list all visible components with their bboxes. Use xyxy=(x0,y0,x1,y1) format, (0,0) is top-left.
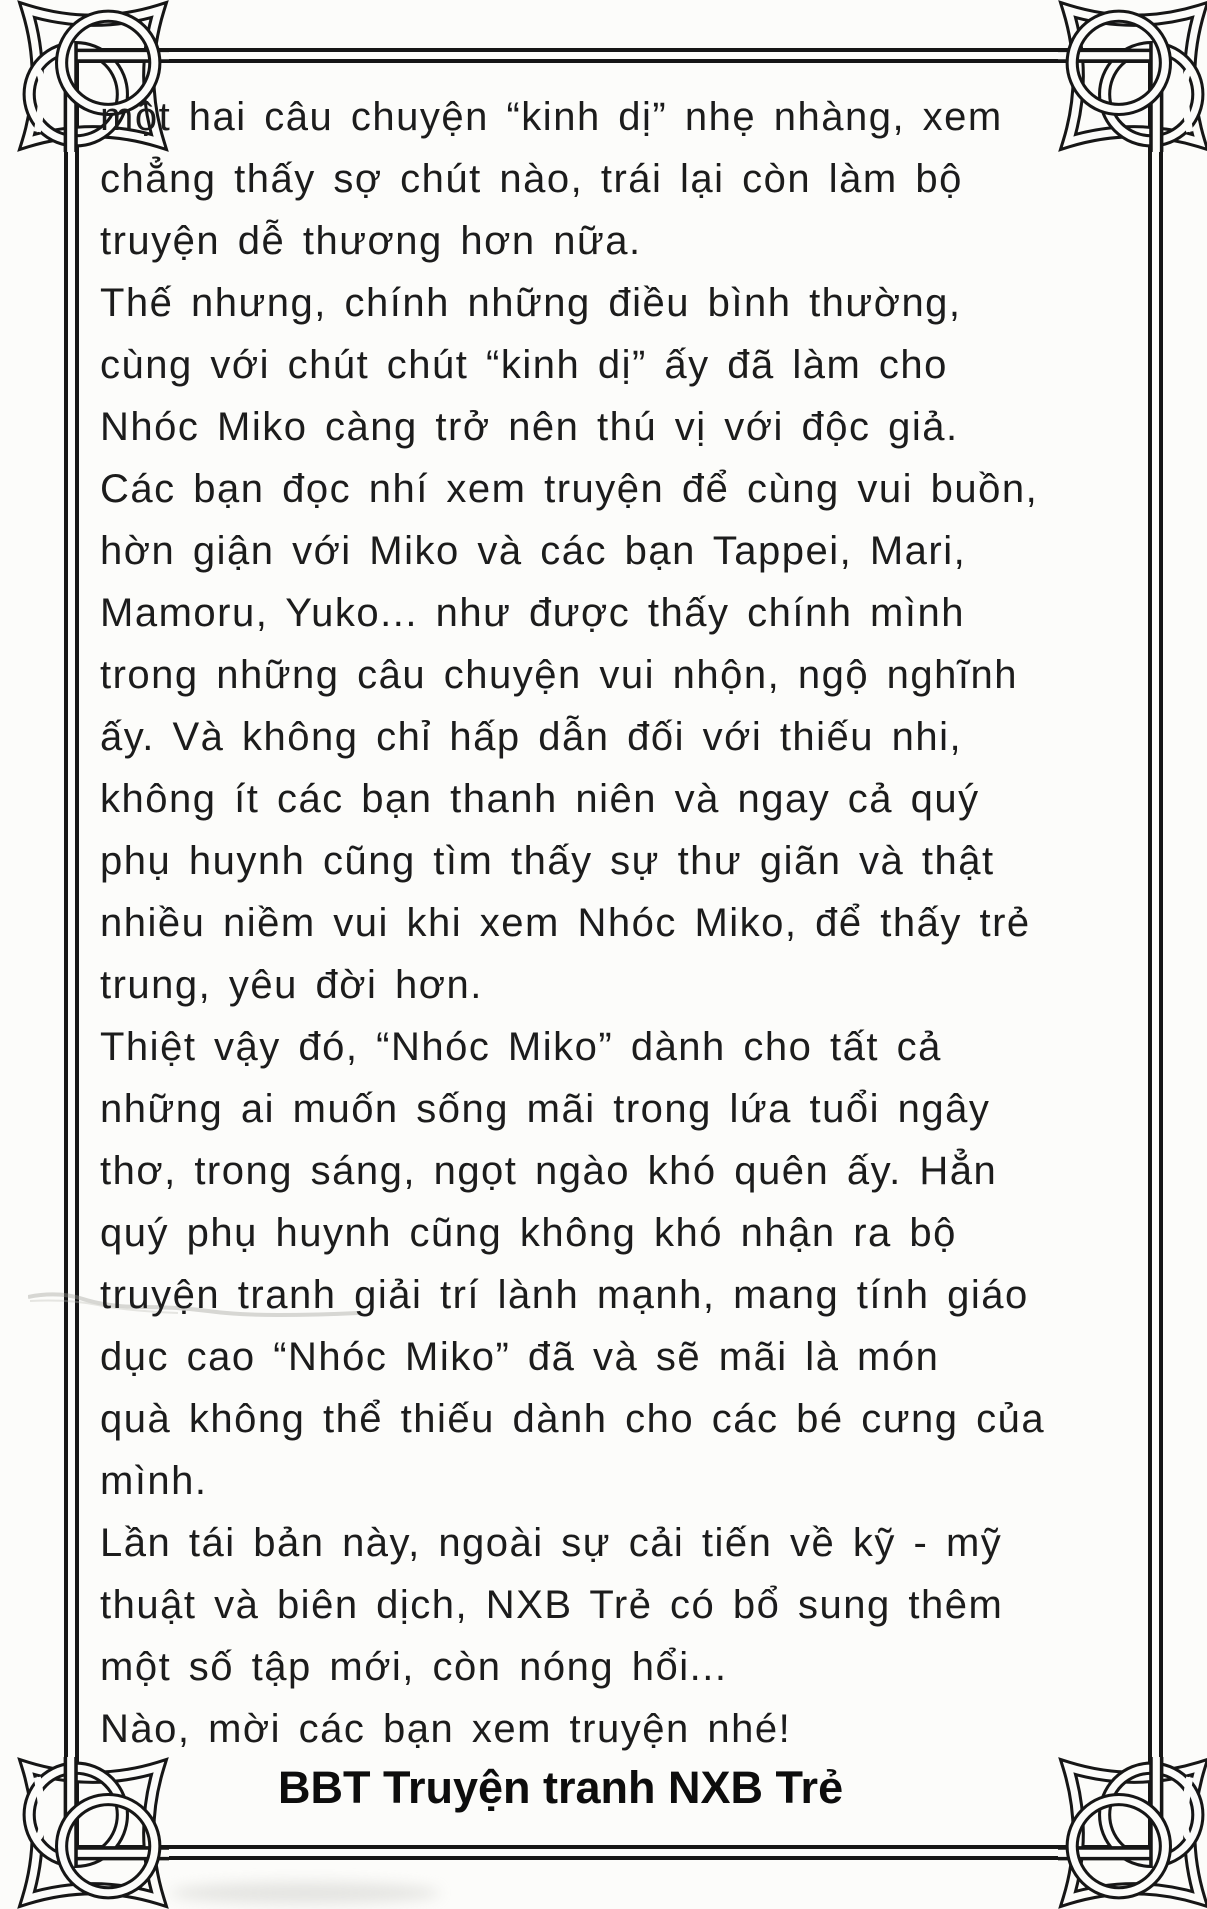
text-line: ấy. Và không chỉ hấp dẫn đối với thiếu nhi, xyxy=(100,715,963,759)
text-line: những ai muốn sống mãi trong lứa tuổi ngây xyxy=(100,1087,991,1131)
text-line: chẳng thấy sợ chút nào, trái lại còn làm bộ xyxy=(100,157,963,201)
text-line: một số tập mới, còn nóng hổi... xyxy=(100,1645,728,1689)
text-line: cùng với chút chút “kinh dị” ấy đã làm cho xyxy=(100,343,948,387)
text-line: Nhóc Miko càng trở nên thú vị với độc giả. xyxy=(100,405,959,449)
text-line: Thiệt vậy đó, “Nhóc Miko” dành cho tất cả xyxy=(100,1025,942,1069)
text-line: truyện tranh giải trí lành mạnh, mang tính giáo xyxy=(100,1273,1029,1317)
text-line: thuật và biên dịch, NXB Trẻ có bổ sung thêm xyxy=(100,1583,1004,1627)
border-bottom-rule xyxy=(70,1845,1156,1860)
text-line: Các bạn đọc nhí xem truyện để cùng vui buồn, xyxy=(100,467,1039,511)
text-line: Lần tái bản này, ngoài sự cải tiến về kỹ - mỹ xyxy=(100,1521,1003,1565)
signature-line: BBT Truyện tranh NXB Trẻ xyxy=(278,1762,844,1813)
scan-smudge-artifact xyxy=(170,1882,440,1904)
text-line: nhiều niềm vui khi xem Nhóc Miko, để thấy trẻ xyxy=(100,901,1031,945)
text-line: trung, yêu đời hơn. xyxy=(100,963,483,1007)
text-line: không ít các bạn thanh niên và ngay cả quý xyxy=(100,777,980,821)
border-left-rule xyxy=(64,55,79,1852)
text-line: hờn giận với Miko và các bạn Tappei, Mari, xyxy=(100,529,967,573)
text-line: truyện dễ thương hơn nữa. xyxy=(100,219,642,263)
text-line: trong những câu chuyện vui nhộn, ngộ nghĩnh xyxy=(100,653,1019,697)
foreword-text-block xyxy=(100,86,1110,1822)
text-line: phụ huynh cũng tìm thấy sự thư giãn và thật xyxy=(100,839,995,883)
text-line: thơ, trong sáng, ngọt ngào khó quên ấy. Hẳn xyxy=(100,1149,998,1193)
border-right-rule xyxy=(1148,55,1163,1852)
text-line: một hai câu chuyện “kinh dị” nhẹ nhàng, xem xyxy=(100,95,1003,139)
text-line: Mamoru, Yuko... như được thấy chính mình xyxy=(100,591,965,635)
text-line: Nào, mời các bạn xem truyện nhé! xyxy=(100,1707,792,1751)
text-line: mình. xyxy=(100,1459,208,1503)
text-line: Thế nhưng, chính những điều bình thường, xyxy=(100,281,962,325)
text-line: dục cao “Nhóc Miko” đã và sẽ mãi là món xyxy=(100,1335,940,1379)
text-line: quý phụ huynh cũng không khó nhận ra bộ xyxy=(100,1211,957,1255)
border-top-rule xyxy=(70,48,1156,63)
text-line: quà không thể thiếu dành cho các bé cưng của xyxy=(100,1397,1046,1441)
